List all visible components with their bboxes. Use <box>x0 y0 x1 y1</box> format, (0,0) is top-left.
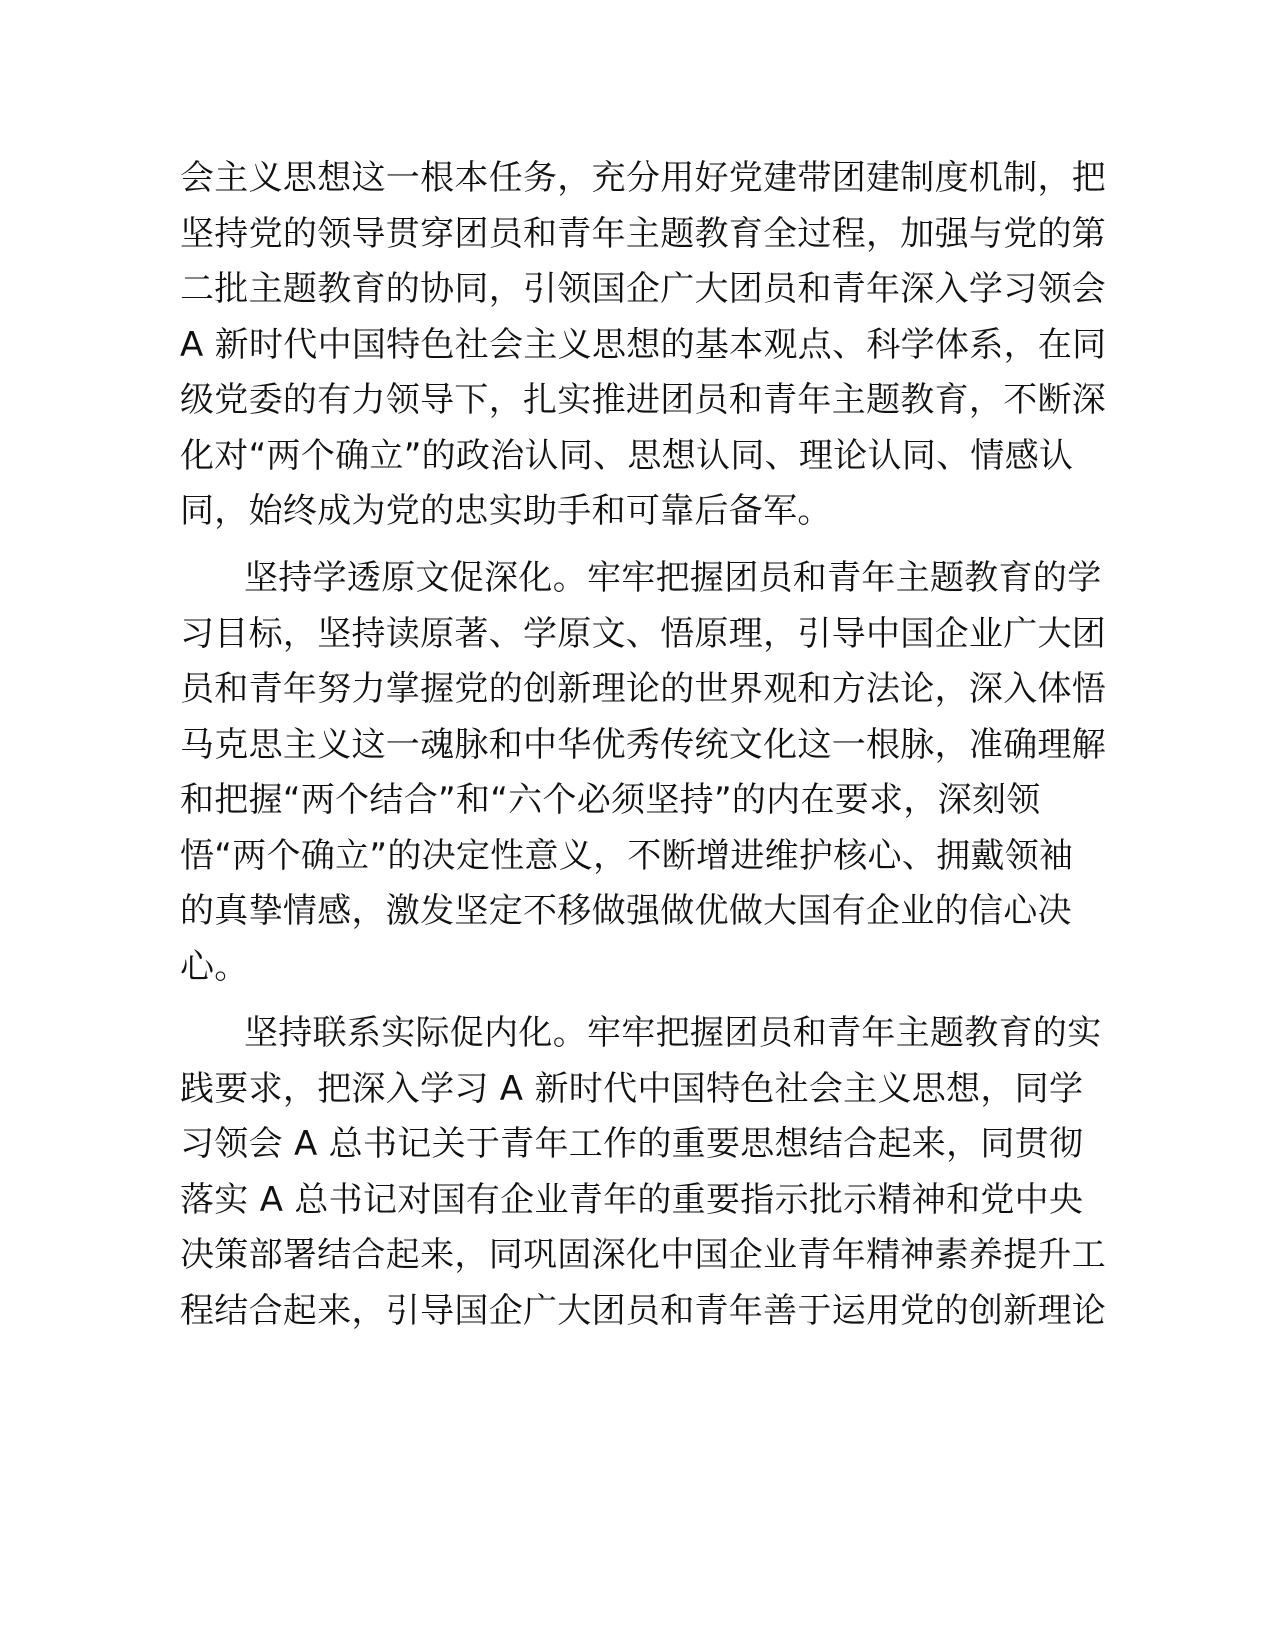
text-line: 的真挚情感，激发坚定不移做强做优做大国有企业的信心决 <box>180 891 1072 931</box>
text-line: 习目标，坚持读原著、学原文、悟原理，引导中国企业广大团 <box>180 613 1107 654</box>
text-line: 习领会 A 总书记关于青年工作的重要思想结合起来，同贯彻 <box>180 1124 1084 1164</box>
text-line: 坚持联系实际促内化。牢牢把握团员和青年主题教育的实 <box>244 1013 1102 1053</box>
text-line: 悟“两个确立”的决定性意义，不断增进维护核心、拥戴领袖 <box>180 835 1074 876</box>
text-line: 马克思主义这一魂脉和中华优秀传统文化这一根脉，准确理解 <box>180 724 1107 765</box>
text-line: 和把握“两个结合”和“六个必须坚持”的内在要求，深刻领 <box>180 780 1041 820</box>
text-line: 同，始终成为党的忠实助手和可靠后备军。 <box>180 491 832 531</box>
text-line: 决策部署结合起来，同巩固深化中国企业青年精神素养提升工 <box>180 1235 1107 1275</box>
text-line: 坚持学透原文促深化。牢牢把握团员和青年主题教育的学 <box>244 558 1102 598</box>
text-line: 化对“两个确立”的政治认同、思想认同、理论认同、情感认 <box>180 435 1074 476</box>
text-line: 二批主题教育的协同，引领国企广大团员和青年深入学习领会 <box>180 269 1107 309</box>
text-line: 员和青年努力掌握党的创新理论的世界观和方法论，深入体悟 <box>180 669 1107 709</box>
paragraph-3 <box>180 1006 1107 1339</box>
text-line: 级党委的有力领导下，扎实推进团员和青年主题教育，不断深 <box>180 380 1107 420</box>
text-line: 会主义思想这一根本任务，充分用好党建带团建制度机制，把 <box>180 158 1107 198</box>
paragraph-2 <box>180 551 1107 995</box>
text-line: 践要求，把深入学习 A 新时代中国特色社会主义思想，同学 <box>180 1068 1084 1109</box>
text-line: 程结合起来，引导国企广大团员和青年善于运用党的创新理论 <box>180 1290 1107 1331</box>
text-line: A 新时代中国特色社会主义思想的基本观点、科学体系，在同 <box>180 324 1107 365</box>
text-line: 坚持党的领导贯穿团员和青年主题教育全过程，加强与党的第 <box>180 213 1107 254</box>
text-line: 落实 A 总书记对国有企业青年的重要指示批示精神和党中央 <box>180 1179 1084 1220</box>
paragraph-1 <box>180 151 1107 540</box>
text-line: 心。 <box>180 946 249 987</box>
